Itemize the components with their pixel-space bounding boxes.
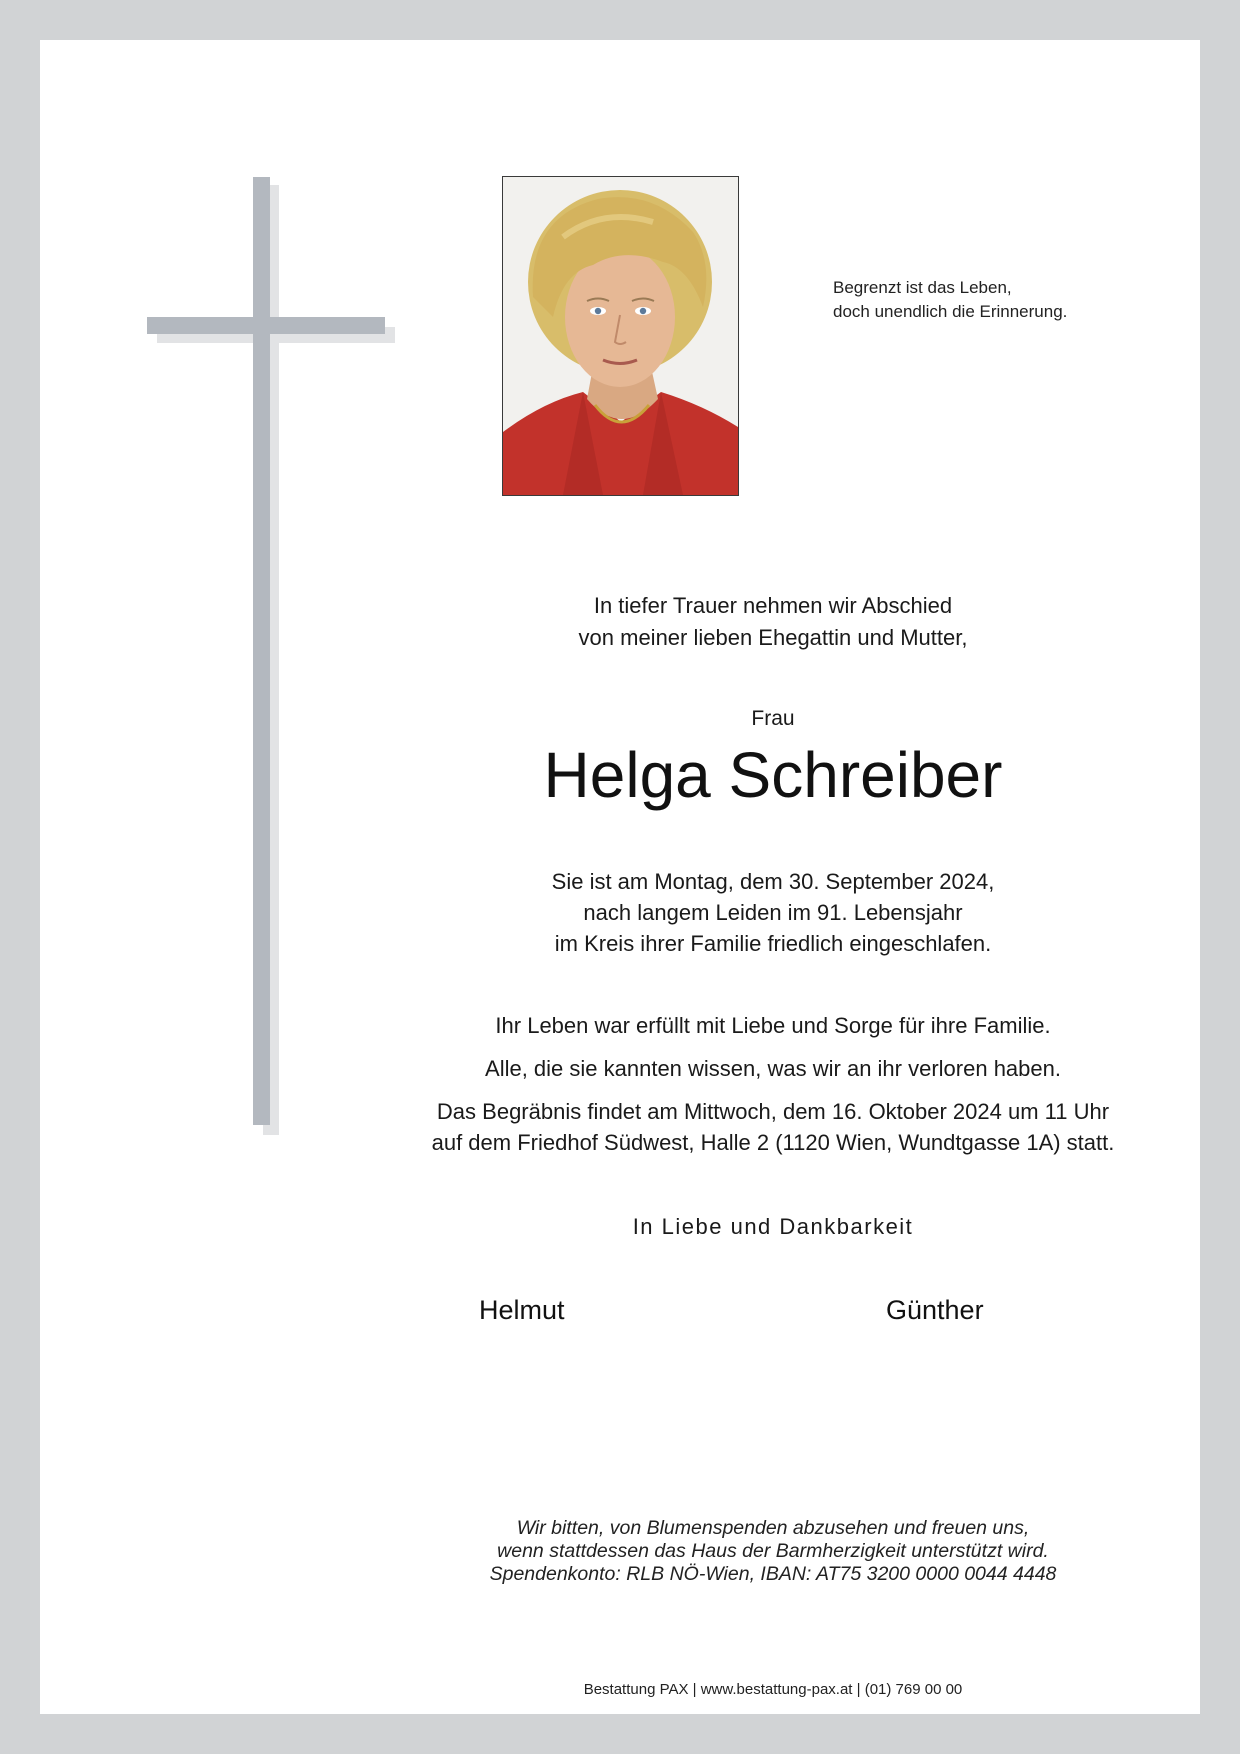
- memorial-quote: [833, 276, 1067, 324]
- death-notice-line-2: nach langem Leiden im 91. Lebensjahr: [583, 900, 963, 925]
- intro-text: [370, 590, 1176, 654]
- donation-line-2: wenn stattdessen das Haus der Barmherzigkeit unterstützt wird.: [497, 1540, 1049, 1562]
- signer-name: Helmut: [479, 1295, 565, 1325]
- donation-line-3: Spendenkonto: RLB NÖ-Wien, IBAN: AT75 3200 0000 0044 4448: [489, 1563, 1057, 1585]
- loss-paragraph: Alle, die sie kannten wissen, was wir an ihr verloren haben.: [485, 1056, 1061, 1081]
- deceased-name: Helga Schreiber: [543, 739, 1003, 811]
- cross-horizontal-bar: [147, 317, 385, 334]
- portrait-illustration: [503, 177, 738, 495]
- funeral-line-2: auf dem Friedhof Südwest, Halle 2 (1120 Wien, Wundtgasse 1A) statt.: [431, 1130, 1115, 1155]
- deceased-title: Frau: [751, 707, 795, 730]
- intro-line-2: von meiner lieben Ehegattin und Mutter,: [578, 625, 968, 650]
- quote-line-2: doch unendlich die Erinnerung.: [833, 302, 1068, 321]
- death-notice-line-3: im Kreis ihrer Familie friedlich eingeschlafen.: [554, 931, 992, 956]
- obituary-card: [40, 40, 1200, 1714]
- funeral-line-1: Das Begräbnis findet am Mittwoch, dem 16. Oktober 2024 um 11 Uhr: [436, 1099, 1110, 1124]
- closing-text: In Liebe und Dankbarkeit: [632, 1214, 914, 1239]
- life-paragraph: Ihr Leben war erfüllt mit Liebe und Sorge für ihre Familie.: [495, 1013, 1051, 1038]
- death-notice-line-1: Sie ist am Montag, dem 30. September 2024,: [551, 869, 995, 894]
- quote-line-1: Begrenzt ist das Leben,: [833, 278, 1012, 297]
- funeral-paragraph: [370, 1096, 1176, 1158]
- funeral-home-footer: Bestattung PAX | www.bestattung-pax.at | (01) 769 00 00: [583, 1681, 963, 1698]
- death-notice-paragraph: [370, 866, 1176, 959]
- portrait-photo: [502, 176, 739, 496]
- signer-name: Günther: [886, 1295, 984, 1325]
- intro-line-1: In tiefer Trauer nehmen wir Abschied: [593, 593, 953, 618]
- donation-line-1: Wir bitten, von Blumenspenden abzusehen und freuen uns,: [516, 1517, 1030, 1539]
- donation-note: [370, 1517, 1176, 1586]
